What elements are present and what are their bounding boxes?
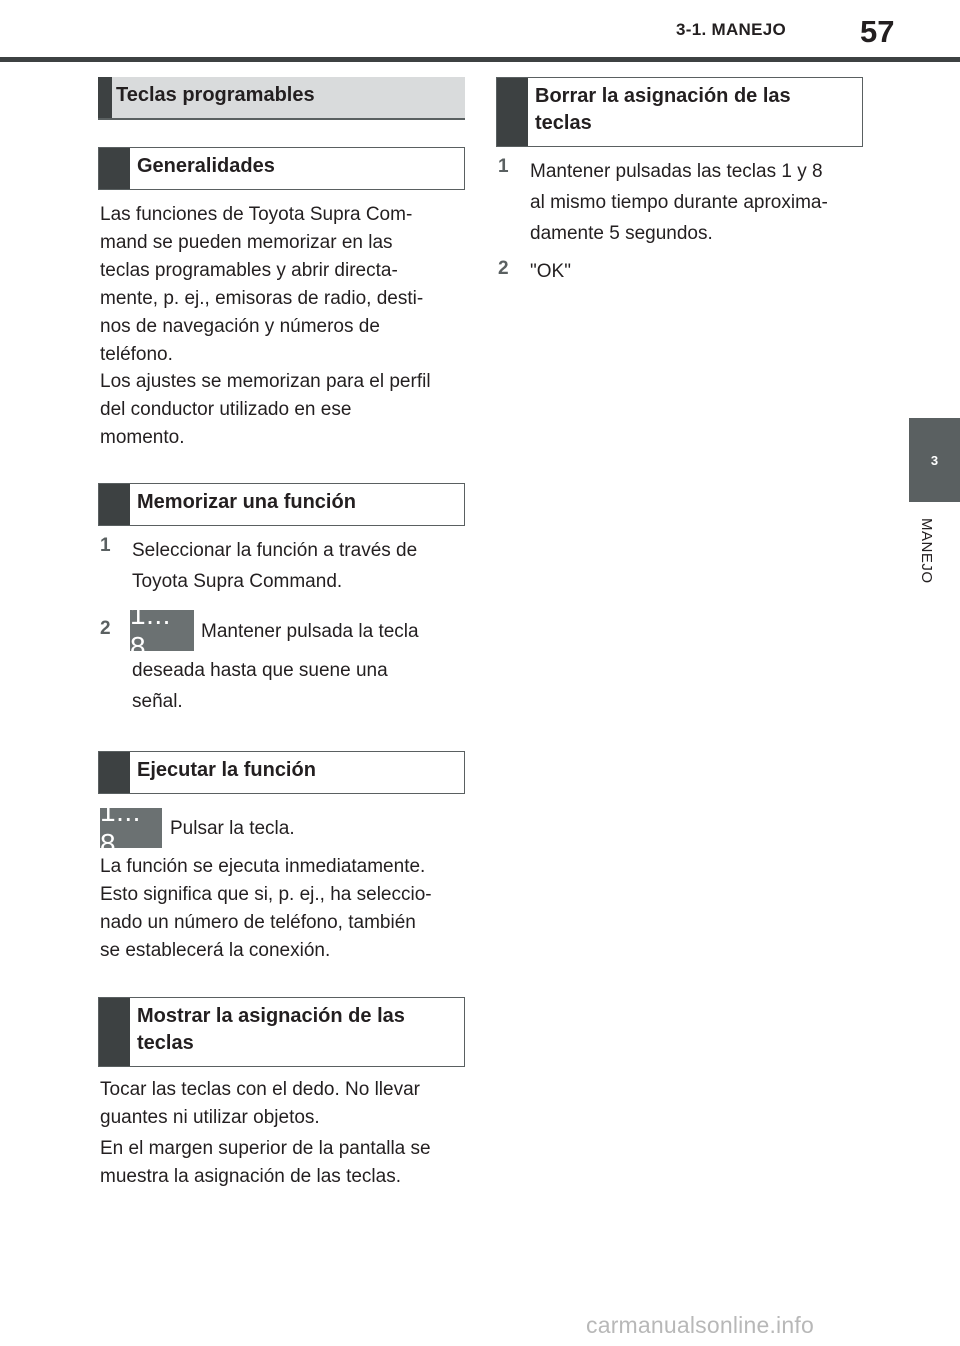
text-line: del conductor utilizado en ese <box>100 399 352 420</box>
text-line: nado un número de teléfono, también <box>100 912 416 933</box>
text-line: Esto significa que si, p. ej., ha seleccio- <box>100 884 432 905</box>
heading-bar <box>99 148 130 189</box>
general-paragraph-2 <box>100 368 431 452</box>
text-line: guantes ni utilizar objetos. <box>100 1107 320 1128</box>
text-line: damente 5 segundos. <box>530 223 713 244</box>
heading-bar <box>99 484 130 525</box>
heading-borrar-line: Borrar la asignación de las <box>535 85 791 107</box>
execute-paragraph <box>100 853 432 965</box>
key-1-8-icon: 1... 8 <box>100 808 162 848</box>
text-line: Pulsar la tecla. <box>170 818 295 839</box>
memorize-step-1 <box>132 535 417 597</box>
header-rule <box>0 57 960 62</box>
text-line: señal. <box>132 691 183 712</box>
text-line: En el margen superior de la pantalla se <box>100 1138 431 1159</box>
text-line: "OK" <box>530 261 571 282</box>
heading-mostrar-line: Mostrar la asignación de las <box>137 1005 405 1027</box>
text-line: Mantener pulsada la tecla <box>201 621 419 642</box>
delete-step-1 <box>530 156 828 249</box>
page-number: 57 <box>860 14 895 49</box>
text-line: momento. <box>100 427 185 448</box>
text-line: teléfono. <box>100 344 173 365</box>
chapter-tab-label <box>918 518 938 600</box>
text-line: mente, p. ej., emisoras de radio, desti- <box>100 288 424 309</box>
text-line: teclas programables y abrir directa- <box>100 260 398 281</box>
chapter-tab-label-text: MANEJO <box>918 518 935 584</box>
text-line: Tocar las teclas con el dedo. No llevar <box>100 1079 420 1100</box>
heading-ejecutar: Ejecutar la función <box>137 759 316 781</box>
heading-memorizar-box <box>98 483 465 526</box>
show-paragraph-1 <box>100 1076 420 1132</box>
text-line: Mantener pulsadas las teclas 1 y 8 <box>530 161 823 182</box>
heading-bar <box>98 77 112 118</box>
text-line: Toyota Supra Command. <box>132 571 343 592</box>
text-line: Los ajustes se memorizan para el perfil <box>100 371 431 392</box>
text-line: muestra la asignación de las teclas. <box>100 1166 401 1187</box>
watermark: carmanualsonline.info <box>586 1312 814 1338</box>
text-line: se establecerá la conexión. <box>100 940 331 961</box>
main-heading-box <box>98 77 465 120</box>
heading-borrar-line: teclas <box>535 112 592 134</box>
step-number: 1 <box>100 535 111 556</box>
heading-generalidades-box <box>98 147 465 190</box>
text-line: Seleccionar la función a través de <box>132 540 418 561</box>
chapter-tab: 3 <box>909 418 960 502</box>
running-header-section: 3-1. MANEJO <box>676 20 787 39</box>
heading-mostrar-box <box>98 997 465 1067</box>
heading-bar <box>99 752 130 793</box>
memorize-step-2 <box>132 655 388 717</box>
main-heading: Teclas programables <box>116 84 315 106</box>
heading-generalidades: Generalidades <box>137 155 275 177</box>
heading-memorizar: Memorizar una función <box>137 491 356 513</box>
text-line: La función se ejecuta inmediatamente. <box>100 856 426 877</box>
heading-bar <box>497 78 528 146</box>
text-line: al mismo tiempo durante aproxima- <box>530 192 828 213</box>
text-line: mand se pueden memorizar en las <box>100 232 393 253</box>
text-line: deseada hasta que suene una <box>132 660 388 681</box>
text-line: Las funciones de Toyota Supra Com- <box>100 204 413 225</box>
general-paragraph-1 <box>100 201 423 369</box>
key-1-8-icon: 1... 8 <box>130 610 194 651</box>
heading-bar <box>99 998 130 1066</box>
step-number: 2 <box>100 618 111 639</box>
heading-borrar-box <box>496 77 863 147</box>
step-number: 1 <box>498 156 509 177</box>
heading-mostrar-line: teclas <box>137 1032 194 1054</box>
text-line: nos de navegación y números de <box>100 316 380 337</box>
heading-ejecutar-box <box>98 751 465 794</box>
step-number: 2 <box>498 258 509 279</box>
show-paragraph-2 <box>100 1135 431 1191</box>
